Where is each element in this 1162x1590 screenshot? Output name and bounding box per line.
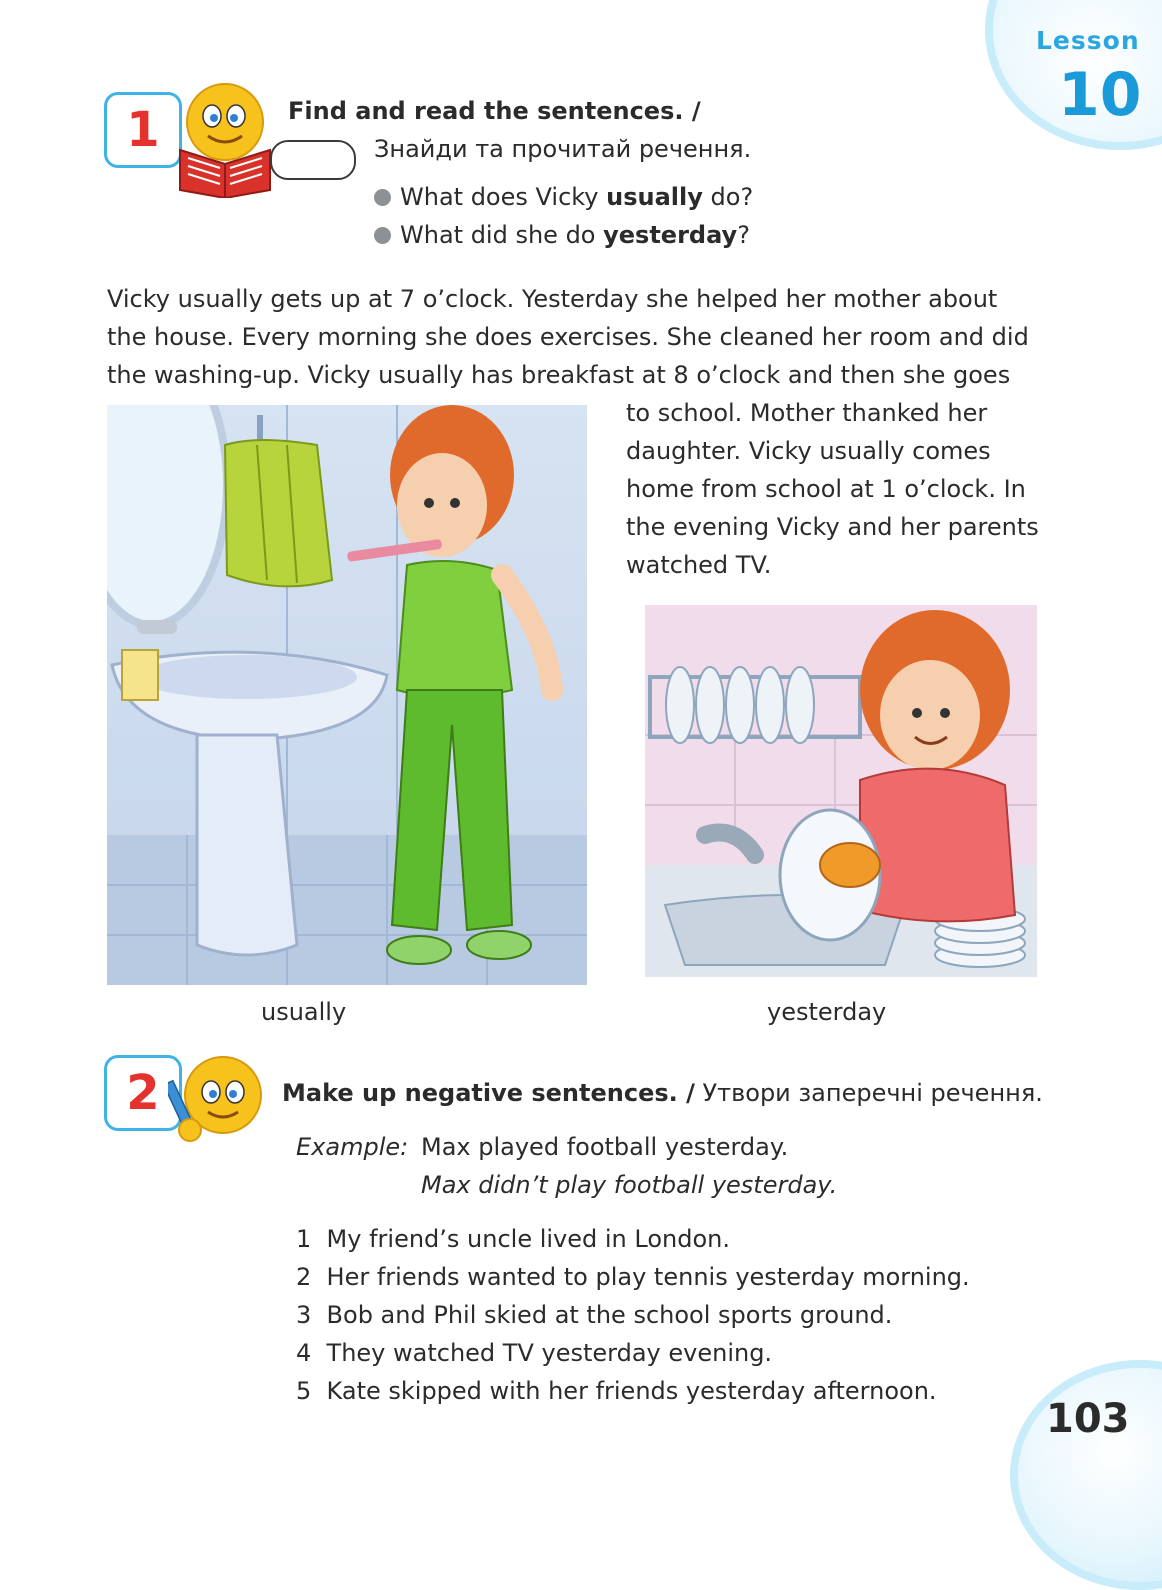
side-line-4: the evening Vicky and her parents	[626, 513, 1039, 541]
question-2: What did she do yesterday?	[374, 216, 750, 254]
exercise-1-instruction-en: Find and read the sentences. /	[288, 97, 701, 125]
list-item: 4 They watched TV yesterday evening.	[296, 1339, 773, 1367]
example-sentence: Max played football yesterday.	[421, 1133, 789, 1161]
list-item: 1 My friend’s uncle lived in London.	[296, 1225, 730, 1253]
exercise-1-number: 1	[104, 92, 182, 168]
bathroom-illustration	[107, 405, 587, 985]
example-answer: Max didn’t play football yesterday.	[421, 1171, 838, 1199]
exercise-2-number: 2	[104, 1055, 182, 1131]
side-line-1: to school. Mother thanked her	[626, 399, 988, 427]
caption-usually: usually	[261, 998, 347, 1026]
list-item: 3 Bob and Phil skied at the school sports ground.	[296, 1301, 893, 1329]
question-1: What does Vicky usually do?	[374, 178, 753, 216]
bullet-icon	[374, 189, 391, 206]
reading-smiley-icon	[172, 80, 278, 198]
list-item: 2 Her friends wanted to play tennis yesterday morning.	[296, 1263, 970, 1291]
side-line-5: watched TV.	[626, 551, 772, 579]
side-line-3: home from school at 1 o’clock. In	[626, 475, 1026, 503]
answer-oval	[270, 140, 356, 180]
paragraph-line-3: the washing-up. Vicky usually has breakfast at 8 o’clock and then she goes	[107, 361, 1011, 389]
page-number-badge	[1010, 1360, 1162, 1590]
exercise-2-instruction	[282, 1074, 1043, 1112]
list-item: 5 Kate skipped with her friends yesterday afternoon.	[296, 1377, 937, 1405]
exercise-2-instruction-ua: Утвори заперечні речення.	[702, 1079, 1043, 1107]
exercise-2-instruction-en: Make up negative sentences. /	[282, 1079, 695, 1107]
bullet-icon	[374, 227, 391, 244]
writing-smiley-icon	[168, 1050, 268, 1150]
side-line-2: daughter. Vicky usually comes	[626, 437, 991, 465]
caption-yesterday: yesterday	[767, 998, 887, 1026]
lesson-number: 10	[1058, 60, 1142, 130]
exercise-1-instruction-ua: Знайди та прочитай речення.	[374, 135, 752, 163]
paragraph-line-2: the house. Every morning she does exercises. She cleaned her room and did	[107, 323, 1029, 351]
page-number: 103	[1046, 1396, 1130, 1442]
washing-up-illustration	[645, 605, 1037, 977]
lesson-label: Lesson	[1036, 26, 1140, 55]
example-label: Example:	[296, 1133, 409, 1161]
paragraph-line-1: Vicky usually gets up at 7 o’clock. Yesterday she helped her mother about	[107, 285, 998, 313]
